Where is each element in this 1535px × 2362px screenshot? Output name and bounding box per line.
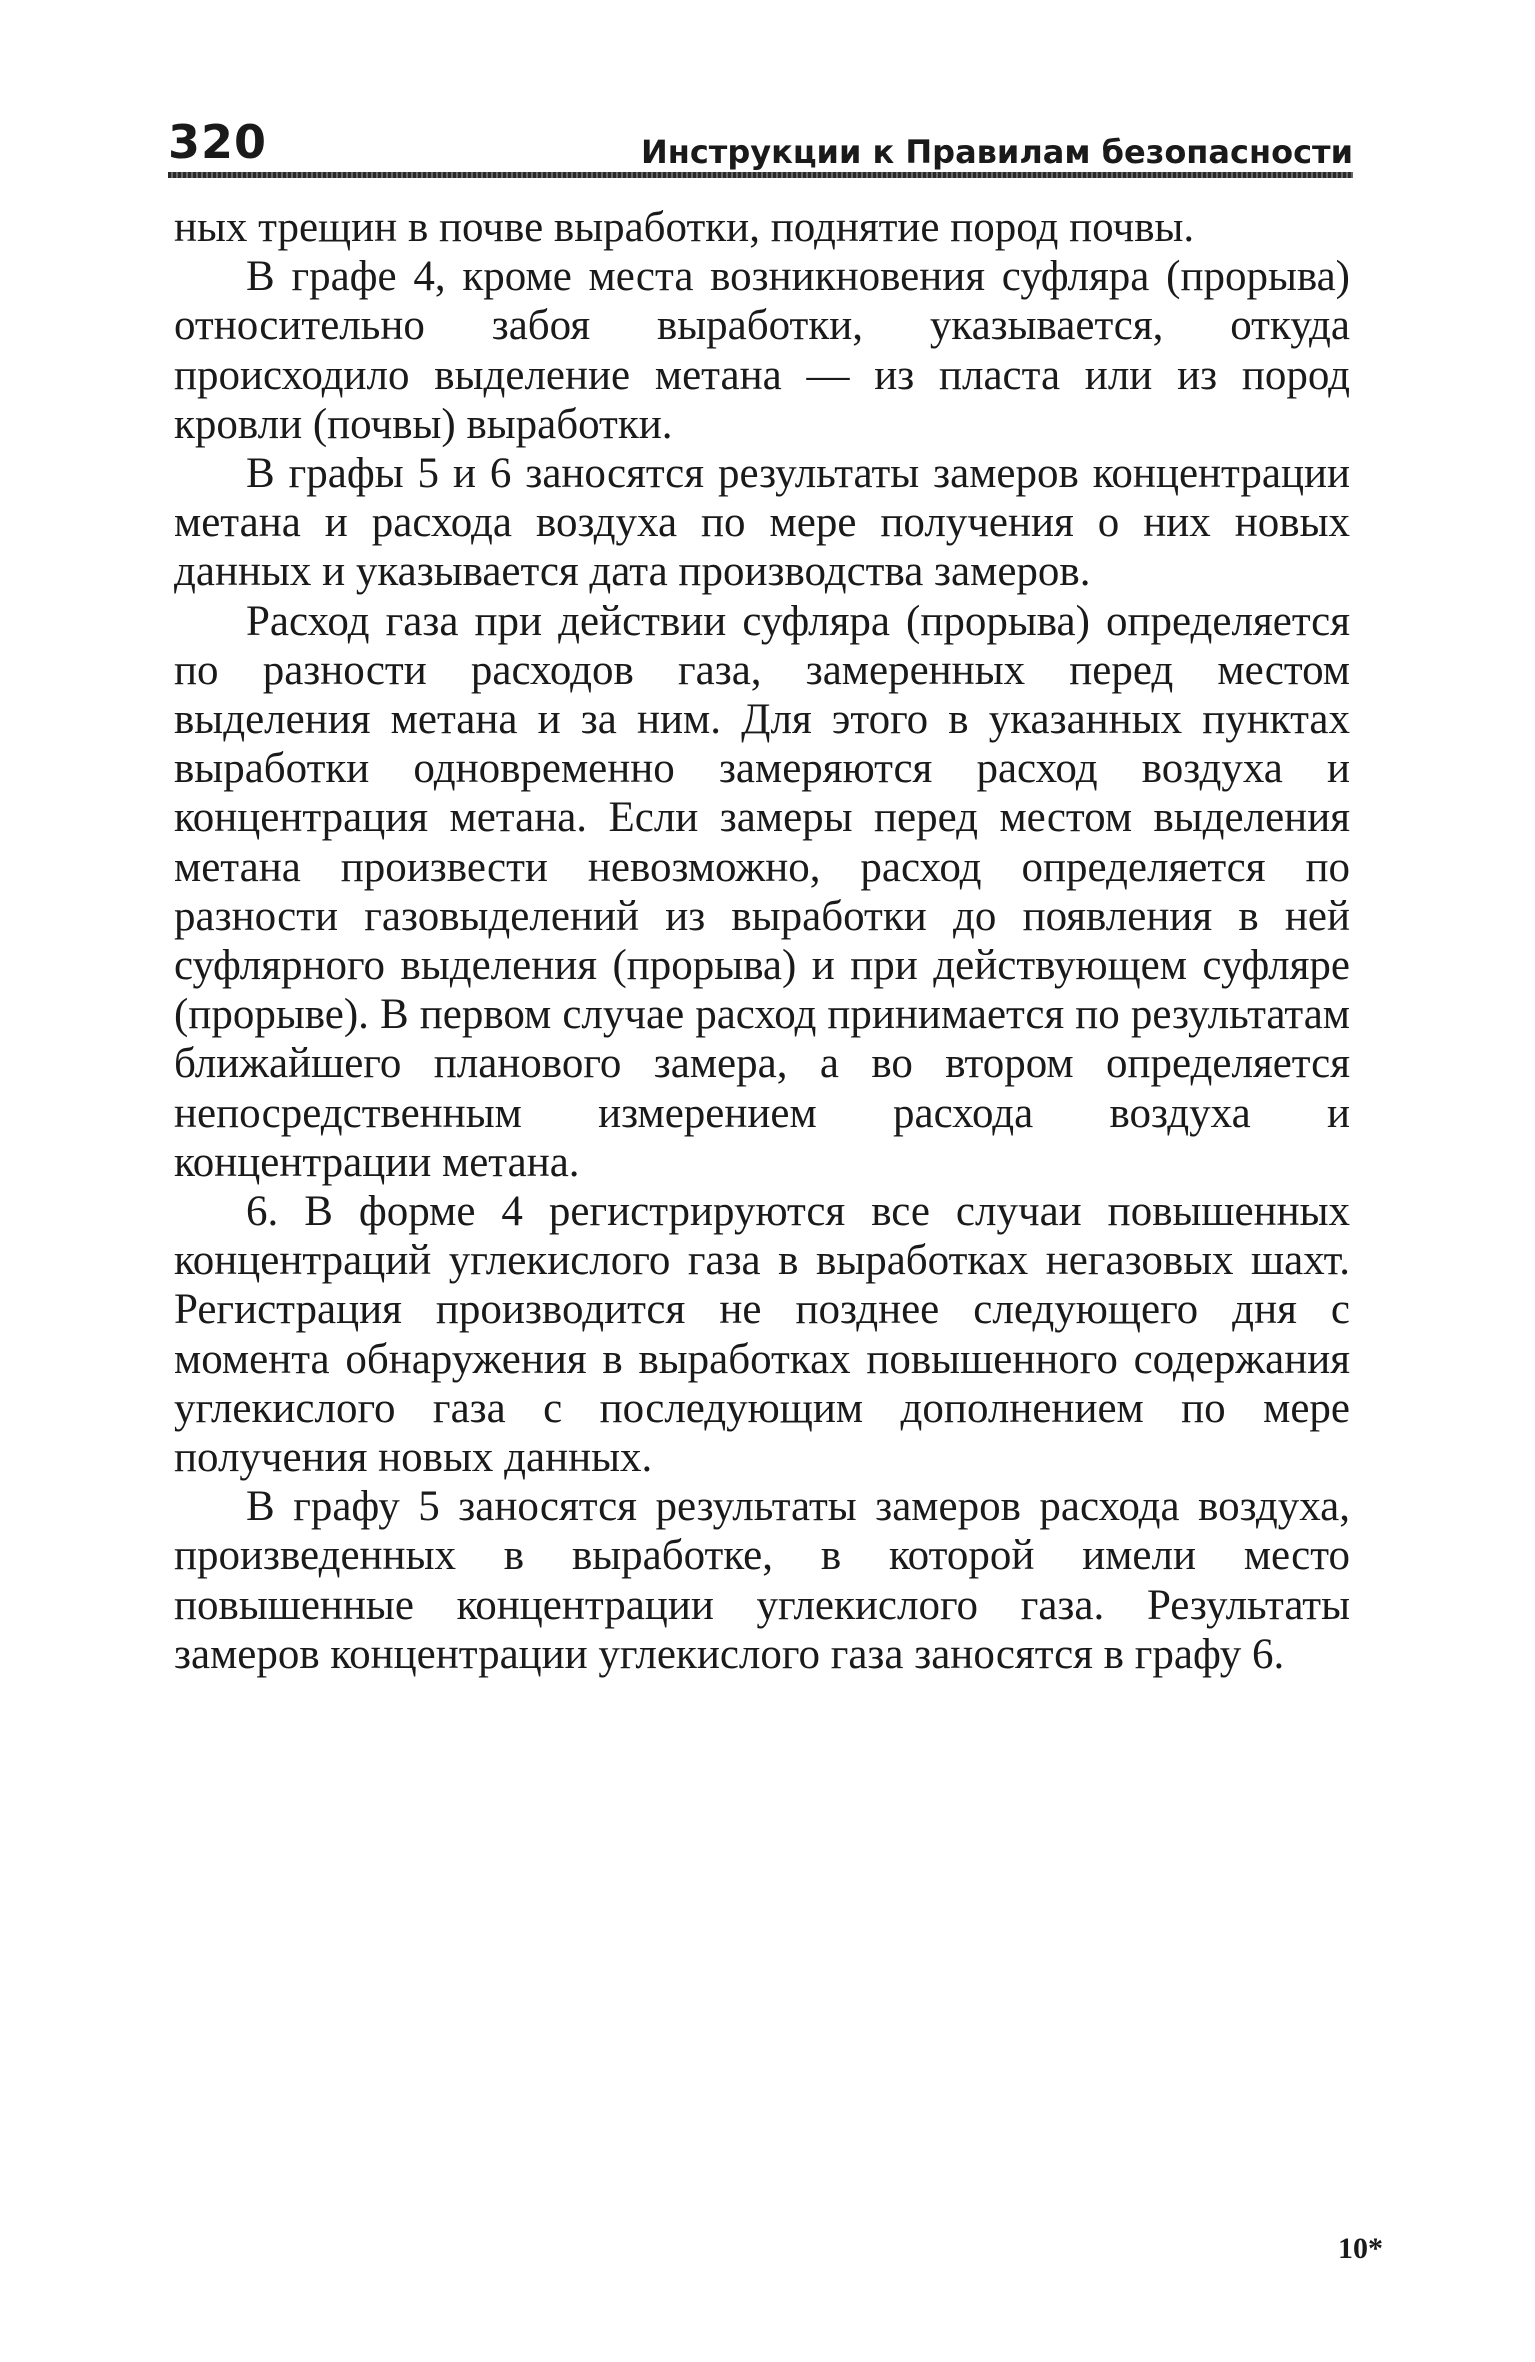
header-rule (168, 172, 1353, 178)
paragraph: В графы 5 и 6 заносятся результаты замеров концентрации метана и расхода воздуха по мере получения о них новых данных и указывается дата производства замеров. (174, 450, 1350, 596)
body-text (174, 203, 1350, 1679)
paragraph: В графу 5 заносятся результаты замеров расхода воздуха, произведенных в выработке, в которой имели место повышенные концентрации углекислого газа. Результаты замеров концентрации углекислого газа заносятся в графу 6. (174, 1483, 1350, 1678)
running-title: Инструкции к Правилам безопасности (640, 133, 1353, 171)
signature-mark: 10* (1338, 2232, 1383, 2265)
paragraph: В графе 4, кроме места возникновения суфляра (прорыва) относительно забоя выработки, указывается, откуда происходило выделение метана — из пласта или из пород кровли (почвы) выработки. (174, 253, 1350, 448)
page-header (168, 105, 1353, 171)
page-number: 320 (168, 115, 268, 169)
paragraph-continued: ных трещин в почве выработки, поднятие пород почвы. (174, 204, 1195, 251)
paragraph: 6. В форме 4 регистрируются все случаи повышенных концентраций углекислого газа в выработках негазовых шахт. Регистрация производится не позднее следующего дня с момента обнаружения в выработках повышенного содержания углекислого газа с последующим дополнением по мере получения новых данных. (174, 1188, 1350, 1482)
paragraph: Расход газа при действии суфляра (прорыва) определяется по разности расходов газа, замеренных перед местом выделения метана и за ним. Для этого в указанных пунктах выработки одновременно замеряются расход воздуха и концентрация метана. Если замеры перед местом выделения метана произвести невозможно, расход определяется по разности газовыделений из выработки до появления в ней суфлярного выделения (прорыва) и при действующем суфляре (прорыве). В первом случае расход принимается по результатам ближайшего планового замера, а во втором определяется непосредственным измерением расхода воздуха и концентрации метана. (174, 597, 1350, 1186)
